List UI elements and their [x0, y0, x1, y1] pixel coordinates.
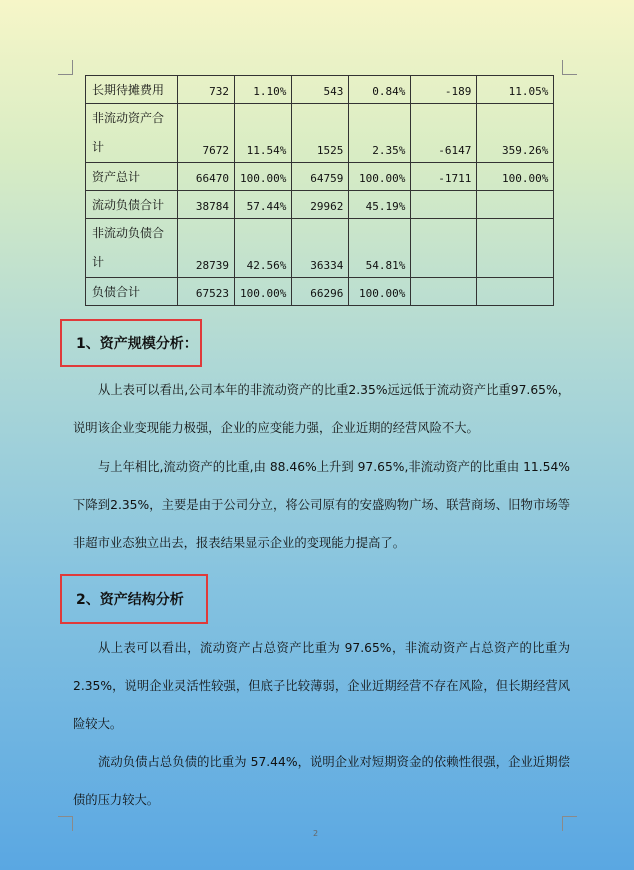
table-cell: 57.44% — [235, 191, 292, 219]
table-cell: 28739 — [178, 219, 235, 278]
table-cell: 54.81% — [349, 219, 411, 278]
paragraph: 与上年相比,流动资产的比重,由 88.46%上升到 97.65%,非流动资产的比重由 11.54%下降到2.35%，主要是由于公司分立，将公司原有的安盛购物广场、联营商场、旧物市场等非超市业态独立出去，报表结果显示企业的变现能力提高了。 — [73, 460, 570, 550]
table-cell: 7672 — [178, 104, 235, 163]
row-label-line: 计 — [92, 140, 105, 154]
section-heading-asset-structure: 2、资产结构分析 — [60, 574, 208, 624]
table-cell — [477, 219, 554, 278]
table-cell: 66296 — [292, 278, 349, 306]
table-cell: 100.00% — [235, 278, 292, 306]
table-cell: 543 — [292, 76, 349, 104]
row-label-line: 非流动负债合 — [92, 226, 165, 240]
table-row — [86, 219, 554, 278]
crop-mark-top-right — [562, 60, 577, 75]
table-cell: 66470 — [178, 163, 235, 191]
table-cell: 1525 — [292, 104, 349, 163]
table-cell: 100.00% — [349, 163, 411, 191]
table-cell: 1.10% — [235, 76, 292, 104]
table-cell: 29962 — [292, 191, 349, 219]
table-cell: 67523 — [178, 278, 235, 306]
table-row — [86, 278, 554, 306]
row-label-line: 计 — [92, 255, 105, 269]
table-cell: 42.56% — [235, 219, 292, 278]
section-heading-asset-scale: 1、资产规模分析： — [60, 319, 202, 367]
table-cell — [411, 191, 477, 219]
table-row — [86, 104, 554, 163]
row-label: 资产总计 — [86, 163, 178, 191]
row-label: 负债合计 — [86, 278, 178, 306]
table-cell: 2.35% — [349, 104, 411, 163]
row-label: 流动负债合计 — [86, 191, 178, 219]
row-label-line: 非流动资产合 — [92, 111, 165, 125]
table-cell: -189 — [411, 76, 477, 104]
table-cell — [411, 278, 477, 306]
table-cell: 732 — [178, 76, 235, 104]
table-cell — [477, 278, 554, 306]
table-cell: 359.26% — [477, 104, 554, 163]
crop-mark-bottom-left — [58, 816, 73, 831]
financial-table — [85, 75, 554, 306]
table-row — [86, 191, 554, 219]
table-cell: 36334 — [292, 219, 349, 278]
table-cell: 64759 — [292, 163, 349, 191]
paragraph: 流动负债占总负债的比重为 57.44%，说明企业对短期资金的依赖性很强，企业近期偿债的压力较大。 — [73, 755, 570, 807]
table-cell — [411, 219, 477, 278]
table-cell: 100.00% — [477, 163, 554, 191]
crop-mark-top-left — [58, 60, 73, 75]
table-row — [86, 163, 554, 191]
table-cell — [477, 191, 554, 219]
paragraph: 从上表可以看出,公司本年的非流动资产的比重2.35%远远低于流动资产比重97.65%，说明该企业变现能力极强，企业的应变能力强，企业近期的经营风险不大。 — [73, 383, 570, 435]
paragraph: 从上表可以看出，流动资产占总资产比重为 97.65%，非流动资产占总资产的比重为 2.35%，说明企业灵活性较强，但底子比较薄弱，企业近期经营不存在风险，但长期经营风险较大。 — [73, 641, 570, 731]
table-cell: -6147 — [411, 104, 477, 163]
table-cell: 100.00% — [349, 278, 411, 306]
row-label: 长期待摊费用 — [86, 76, 178, 104]
table-cell: -1711 — [411, 163, 477, 191]
row-label — [86, 104, 178, 163]
table-cell: 11.54% — [235, 104, 292, 163]
table-cell: 11.05% — [477, 76, 554, 104]
table-cell: 38784 — [178, 191, 235, 219]
table-cell: 100.00% — [235, 163, 292, 191]
table-row — [86, 76, 554, 104]
page-number: 2 — [313, 829, 319, 838]
table-cell: 0.84% — [349, 76, 411, 104]
row-label — [86, 219, 178, 278]
table-cell: 45.19% — [349, 191, 411, 219]
